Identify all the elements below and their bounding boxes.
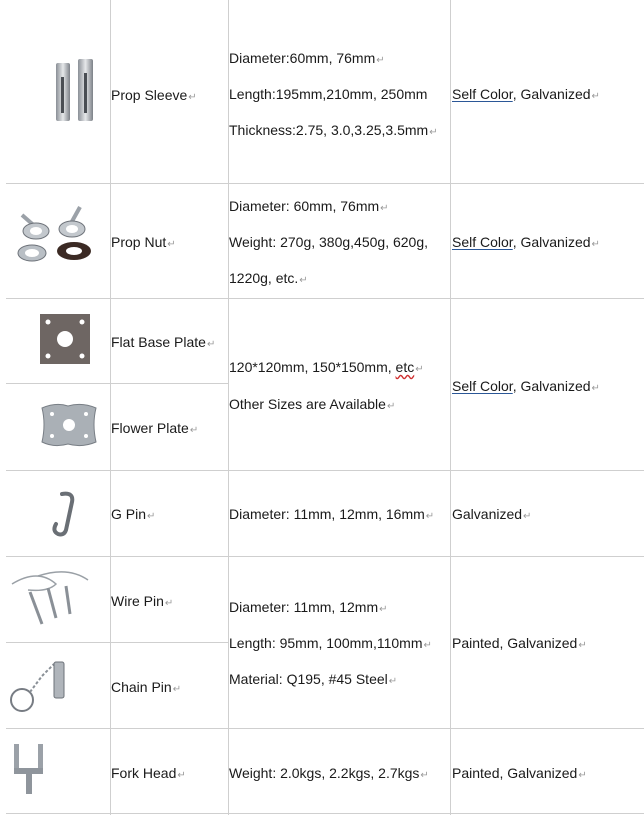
prop-nut-image [10, 203, 104, 265]
row-divider [6, 813, 644, 814]
product-name: Chain Pin↵ [111, 679, 182, 695]
product-name: Flower Plate↵ [111, 420, 199, 436]
spec-line: Weight: 270g, 380g,450g, 620g, [229, 234, 429, 250]
spec-line: Diameter: 60mm, 76mm↵ [229, 198, 389, 214]
spec-line: Diameter:60mm, 76mm↵ [229, 50, 385, 66]
spec-line: Diameter: 11mm, 12mm↵ [229, 599, 388, 615]
finish-text: Galvanized↵ [452, 506, 532, 522]
row-divider [6, 298, 644, 299]
row-divider [6, 728, 644, 729]
finish-text: Self Color, Galvanized↵ [452, 378, 600, 394]
product-name: Prop Nut↵ [111, 234, 176, 250]
spec-line: Other Sizes are Available↵ [229, 396, 396, 412]
finish-text: Self Color, Galvanized↵ [452, 86, 600, 102]
wire-pin-image [8, 566, 104, 628]
row-divider [6, 556, 644, 557]
flower-plate-image [36, 400, 102, 450]
spec-line: 120*120mm, 150*150mm, etc↵ [229, 359, 424, 375]
prop-sleeve-image [50, 55, 100, 125]
finish-text: Self Color, Galvanized↵ [452, 234, 600, 250]
chain-pin-image [6, 654, 76, 718]
spec-line: 1220g, etc.↵ [229, 270, 308, 286]
product-name: Wire Pin↵ [111, 593, 174, 609]
finish-text: Painted, Galvanized↵ [452, 635, 587, 651]
product-name: G Pin↵ [111, 506, 156, 522]
fork-head-image [8, 738, 60, 796]
finish-text: Painted, Galvanized↵ [452, 765, 587, 781]
spec-line: Material: Q195, #45 Steel↵ [229, 671, 398, 687]
flat-base-plate-image [36, 310, 94, 368]
row-divider [6, 383, 228, 384]
row-divider [6, 470, 644, 471]
spec-line: Thickness:2.75, 3.0,3.25,3.5mm↵ [229, 122, 438, 138]
product-name: Flat Base Plate↵ [111, 334, 216, 350]
spec-line: Length: 95mm, 100mm,110mm↵ [229, 635, 432, 651]
spec-line: Diameter: 11mm, 12mm, 16mm↵ [229, 506, 435, 522]
row-divider [6, 183, 644, 184]
g-pin-image [44, 488, 84, 538]
column-divider [450, 0, 451, 815]
spec-line: Length:195mm,210mm, 250mm [229, 86, 428, 102]
product-name: Prop Sleeve↵ [111, 87, 197, 103]
product-name: Fork Head↵ [111, 765, 186, 781]
row-divider [6, 642, 228, 643]
spec-line: Weight: 2.0kgs, 2.2kgs, 2.7kgs↵ [229, 765, 429, 781]
